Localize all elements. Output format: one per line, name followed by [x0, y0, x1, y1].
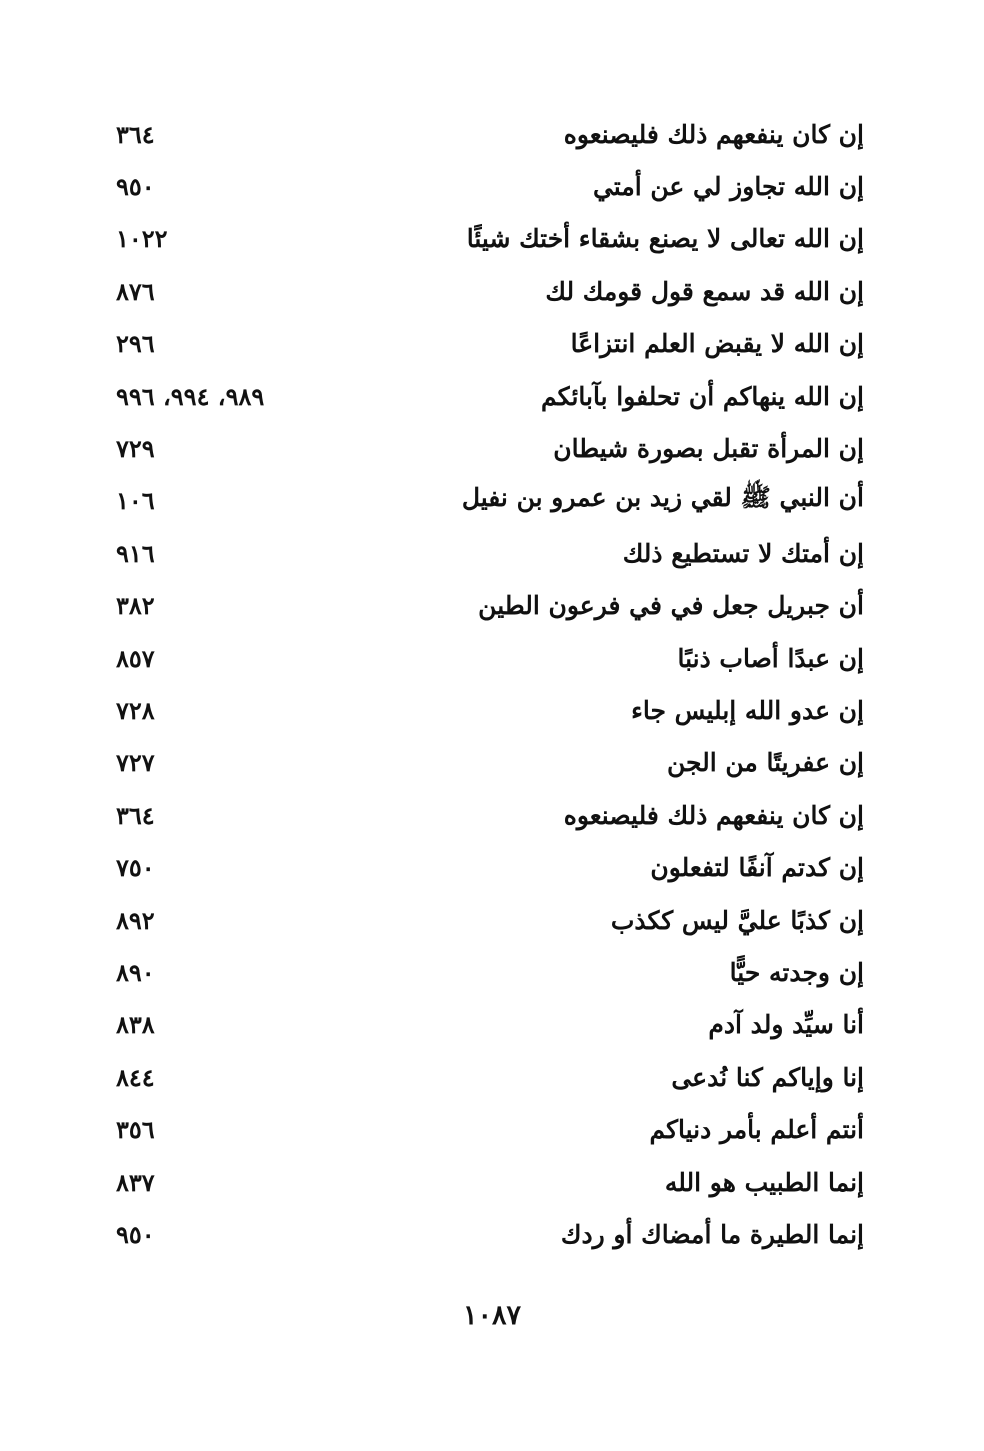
hadith-phrase: أنتم أعلم بأمر دنياكم [649, 1115, 864, 1145]
page-references: ٨٩٠ [116, 957, 155, 987]
page-references: ٧٢٨ [116, 695, 155, 725]
hadith-index-list [110, 108, 870, 1261]
index-row [110, 265, 870, 317]
hadith-phrase: إن كان ينفعهم ذلك فليصنعوه [563, 800, 864, 830]
hadith-phrase: أن جبريل جعل في في فرعون الطين [478, 591, 864, 621]
page-number: ١٠٨٧ [462, 1300, 521, 1331]
hadith-phrase: إن المرأة تقبل بصورة شيطان [553, 434, 864, 464]
page-references: ٣٨٢ [116, 591, 155, 621]
index-row [110, 160, 870, 212]
page-references: ٩١٦ [116, 538, 155, 568]
index-row [110, 108, 870, 160]
index-row [110, 1156, 870, 1208]
hadith-phrase: إن أمتك لا تستطيع ذلك [622, 538, 864, 568]
index-row [110, 894, 870, 946]
hadith-phrase: إن عفريتًا من الجن [666, 748, 864, 778]
page-references: ٨٣٨ [116, 1010, 155, 1040]
index-row [110, 213, 870, 265]
index-row [110, 841, 870, 893]
page-references: ٩٥٠ [116, 172, 155, 202]
page-references: ٣٦٤ [116, 800, 155, 830]
page-references: ٨٤٤ [116, 1062, 155, 1092]
hadith-phrase: إن الله تعالى لا يصنع بشقاء أختك شيئًا [466, 224, 864, 254]
hadith-phrase: إنما الطبيب هو الله [664, 1167, 864, 1197]
hadith-phrase: إن كان ينفعهم ذلك فليصنعوه [563, 119, 864, 149]
hadith-phrase: إن الله لا يقبض العلم انتزاعًا [570, 329, 864, 359]
index-row [110, 422, 870, 474]
hadith-phrase: إن الله ينهاكم أن تحلفوا بآبائكم [541, 381, 864, 411]
index-row [110, 632, 870, 684]
hadith-phrase: إنا وإياكم كنا نُدعى [671, 1062, 864, 1092]
page-references: ٢٩٦ [116, 329, 155, 359]
hadith-phrase: إن الله تجاوز لي عن أمتي [592, 172, 864, 202]
page-references: ٣٥٦ [116, 1115, 155, 1145]
page-references: ٩٨٩، ٩٩٤، ٩٩٦ [116, 381, 265, 411]
page-references: ٧٢٩ [116, 434, 155, 464]
hadith-phrase: إن وجدته حيًّا [729, 957, 864, 987]
index-row [110, 1103, 870, 1155]
hadith-phrase: إن عدو الله إبليس جاء [631, 695, 864, 725]
index-row [110, 475, 870, 527]
page-references: ٨٧٦ [116, 276, 155, 306]
index-row [110, 580, 870, 632]
page-references: ٧٥٠ [116, 853, 155, 883]
page-references: ٨٩٢ [116, 905, 155, 935]
page-references: ١٠٢٢ [116, 224, 168, 254]
index-row [110, 527, 870, 579]
hadith-phrase: أنا سيِّد ولد آدم [708, 1010, 864, 1040]
index-row [110, 789, 870, 841]
index-row [110, 1051, 870, 1103]
index-row [110, 946, 870, 998]
page-references: ٣٦٤ [116, 119, 155, 149]
page-references: ٨٥٧ [116, 643, 155, 673]
index-row [110, 318, 870, 370]
hadith-phrase: أن النبي ﷺ لقي زيد بن عمرو بن نفيل [461, 483, 864, 513]
page-references: ٧٢٧ [116, 748, 155, 778]
page-references: ١٠٦ [116, 486, 155, 516]
hadith-phrase: إن كدتم آنفًا لتفعلون [650, 853, 864, 883]
hadith-phrase: إن الله قد سمع قول قومك لك [545, 276, 864, 306]
hadith-phrase: إنما الطيرة ما أمضاك أو ردك [560, 1219, 864, 1249]
page-references: ٨٣٧ [116, 1167, 155, 1197]
index-row [110, 737, 870, 789]
page-references: ٩٥٠ [116, 1219, 155, 1249]
index-row [110, 1208, 870, 1260]
hadith-phrase: إن عبدًا أصاب ذنبًا [677, 643, 864, 673]
hadith-phrase: إن كذبًا عليَّ ليس ككذب [610, 905, 864, 935]
index-row [110, 370, 870, 422]
index-row [110, 684, 870, 736]
index-row [110, 999, 870, 1051]
